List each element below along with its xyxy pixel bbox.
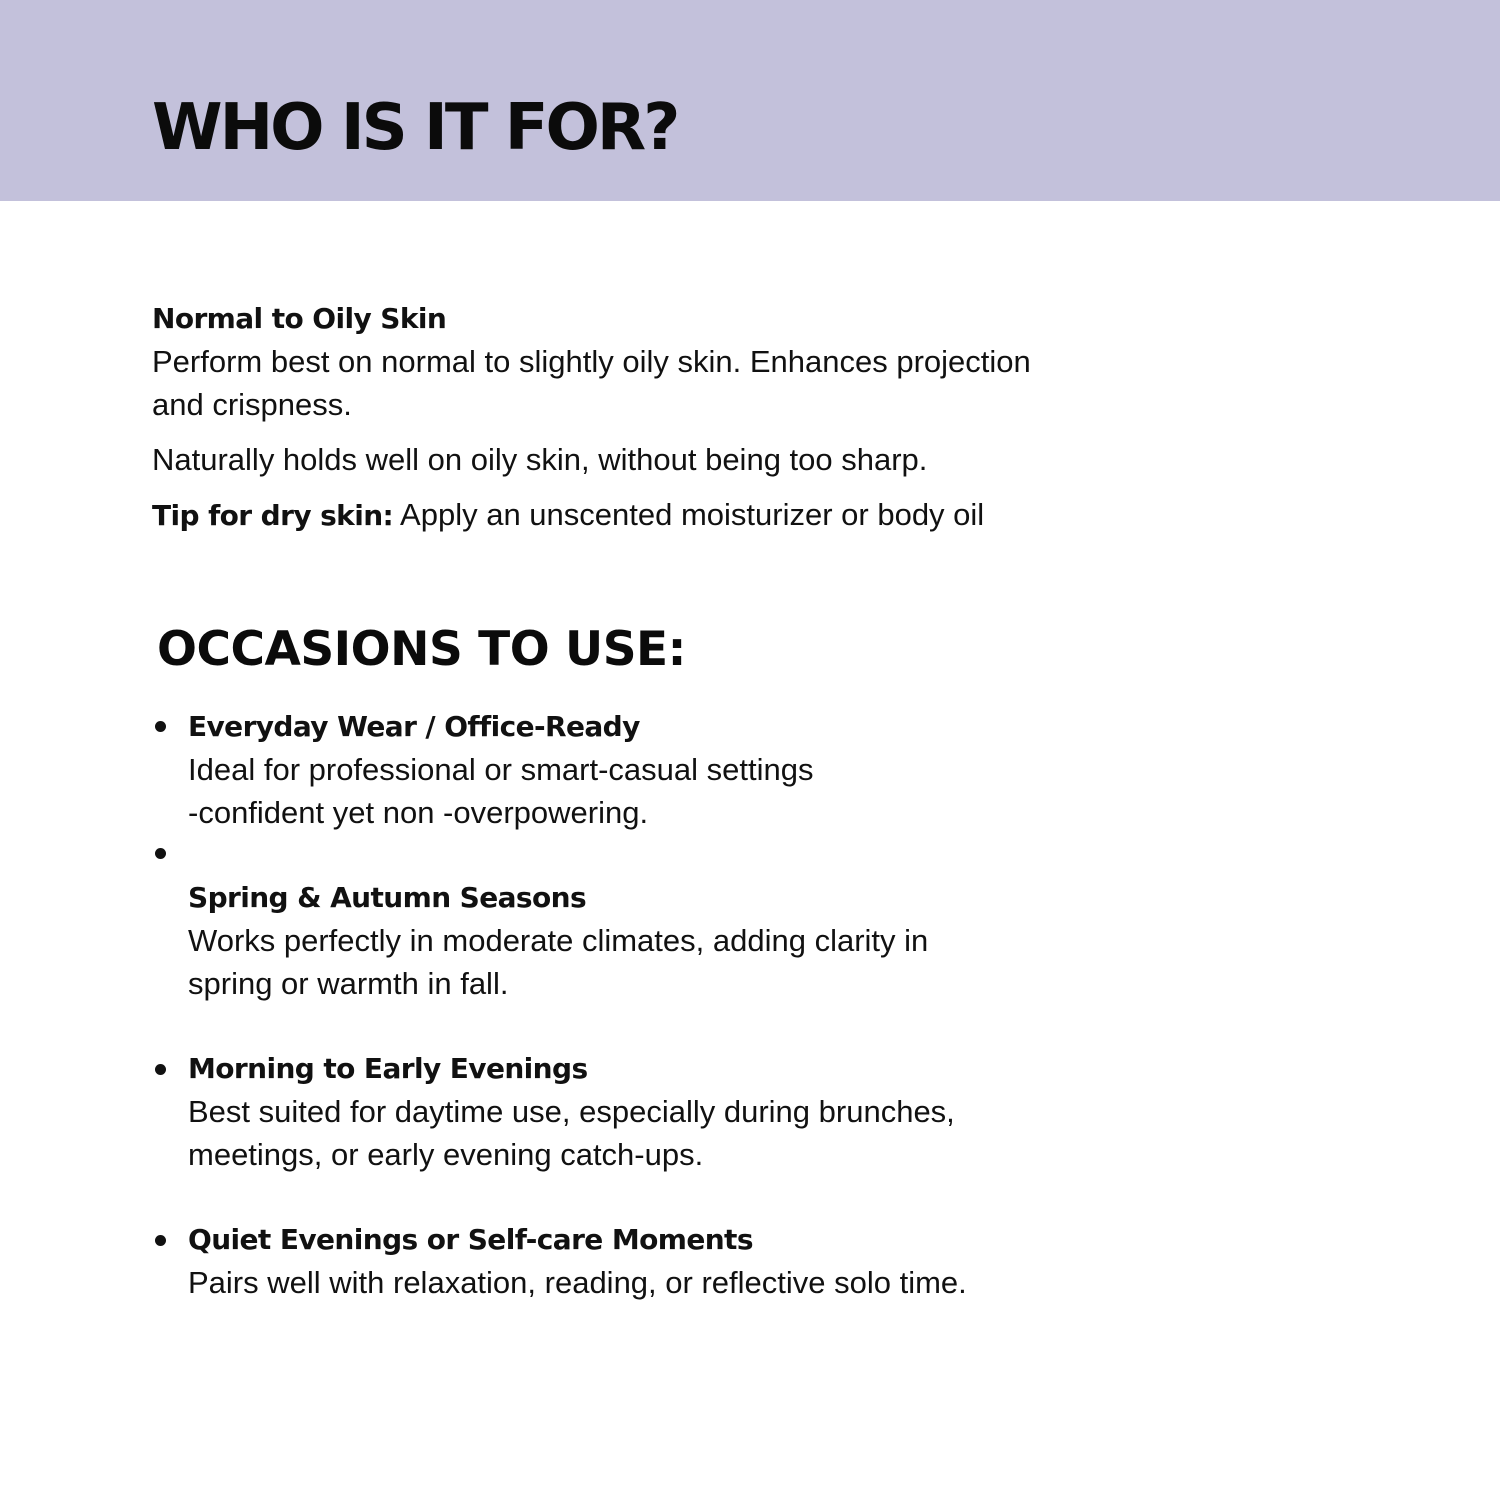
- tip-text: Apply an unscented moisturizer or body oil: [393, 497, 985, 532]
- occasion-description-line: Works perfectly in moderate climates, adding clarity in: [188, 923, 929, 958]
- bullet-icon: [155, 1064, 166, 1075]
- occasion-title: Spring & Autumn Seasons: [188, 881, 587, 914]
- occasion-item-everyday: [188, 705, 1088, 834]
- occasion-description-line: Best suited for daytime use, especially during brunches,: [188, 1094, 955, 1129]
- bullet-icon: [155, 1235, 166, 1246]
- occasion-item-seasons: [188, 876, 1088, 1005]
- bullet-icon: [155, 721, 166, 732]
- skin-note: Naturally holds well on oily skin, without being too sharp.: [152, 442, 928, 477]
- occasion-description-line: Ideal for professional or smart-casual settings: [188, 752, 814, 787]
- tip-label: Tip for dry skin:: [152, 499, 394, 532]
- occasion-description-line: Pairs well with relaxation, reading, or reflective solo time.: [188, 1265, 967, 1300]
- page-title: WHO IS IT FOR?: [152, 91, 678, 165]
- skin-description-line-2: and crispness.: [152, 387, 352, 422]
- skin-type-section: [152, 297, 1152, 537]
- bullet-icon: [155, 848, 166, 859]
- skin-description-line-1: Perform best on normal to slightly oily skin. Enhances projection: [152, 344, 1031, 379]
- dry-skin-tip: [152, 493, 1152, 537]
- skin-type-heading: Normal to Oily Skin: [152, 302, 447, 335]
- occasion-item-daytime: [188, 1047, 1088, 1176]
- occasions-title: OCCASIONS TO USE:: [157, 622, 686, 677]
- occasion-description-line: -confident yet non -overpowering.: [188, 795, 649, 830]
- occasion-title: Everyday Wear / Office-Ready: [188, 710, 640, 743]
- occasion-description-line: meetings, or early evening catch-ups.: [188, 1137, 704, 1172]
- occasion-item-quiet-evenings: [188, 1218, 1088, 1304]
- occasion-title: Morning to Early Evenings: [188, 1052, 588, 1085]
- header-band: [0, 0, 1500, 201]
- occasion-title: Quiet Evenings or Self-care Moments: [188, 1223, 753, 1256]
- occasion-description-line: spring or warmth in fall.: [188, 966, 509, 1001]
